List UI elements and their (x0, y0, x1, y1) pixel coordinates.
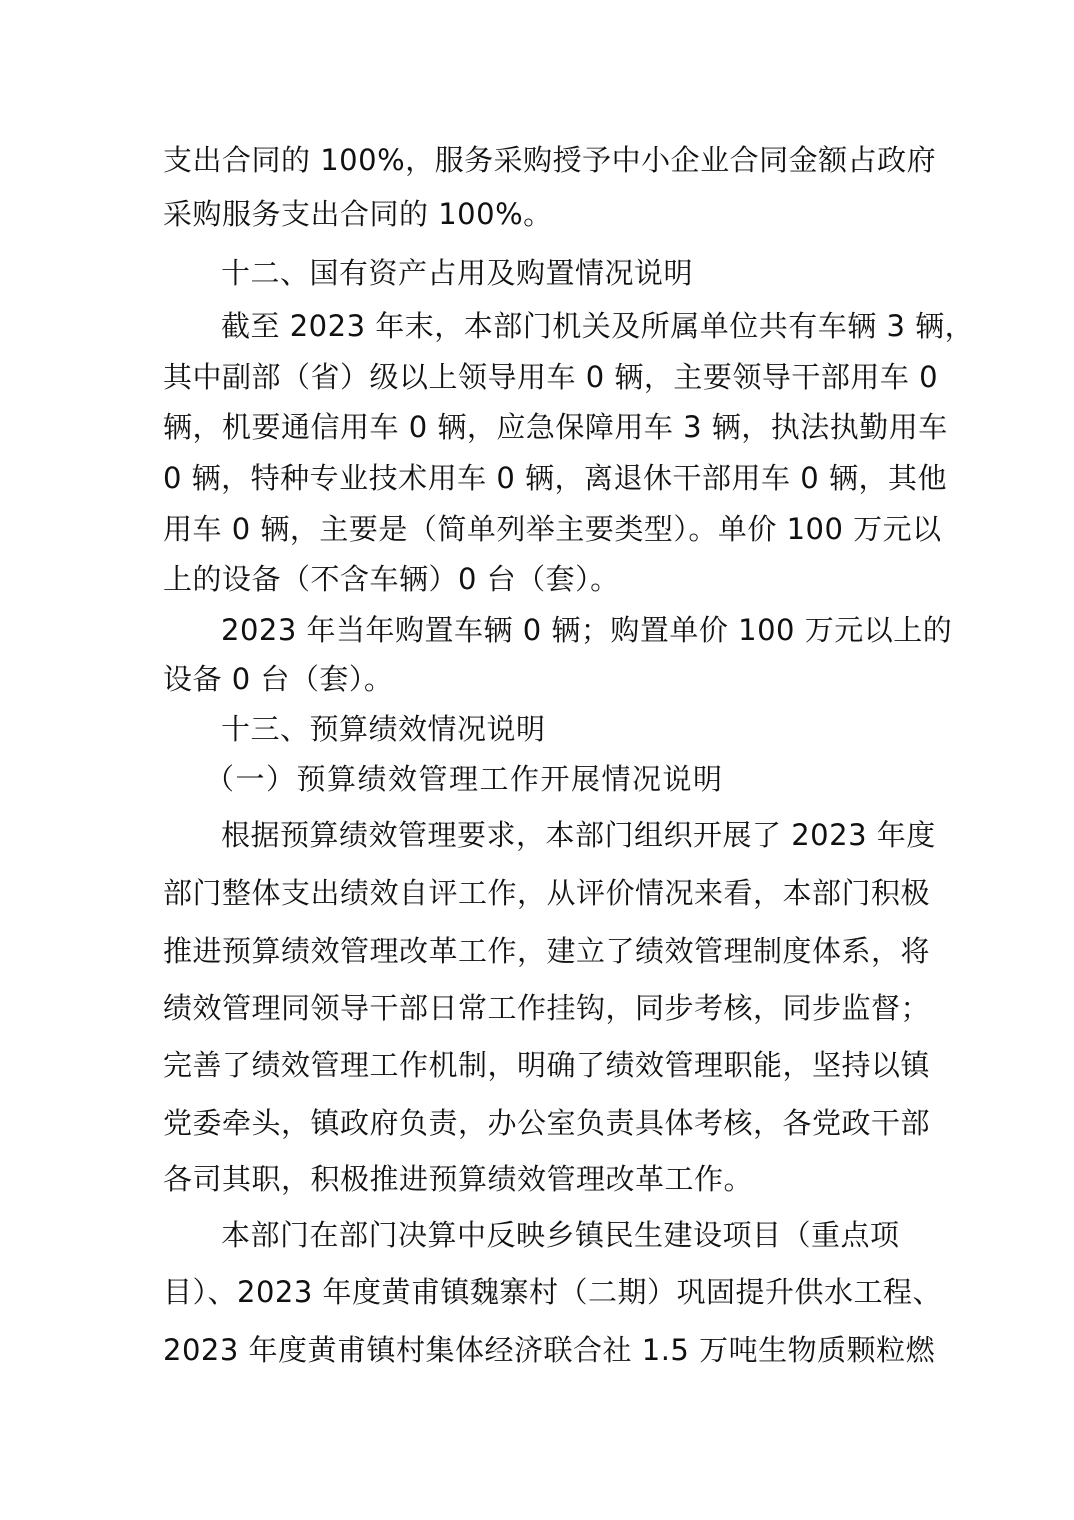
subsection-heading: （一）预算绩效管理工作开展情况说明 (205, 762, 724, 796)
section-heading: 十二、国有资产占用及购置情况说明 (221, 256, 694, 290)
paragraph-line: 本部门在部门决算中反映乡镇民生建设项目（重点项 (221, 1218, 900, 1252)
paragraph-line: 2023 年当年购置车辆 0 辆；购置单价 100 万元以上的 (221, 613, 953, 647)
paragraph-line: 部门整体支出绩效自评工作，从评价情况来看，本部门积极 (163, 876, 931, 910)
paragraph-line: 根据预算绩效管理要求，本部门组织开展了 2023 年度 (221, 818, 936, 852)
paragraph-line: 各司其职，积极推进预算绩效管理改革工作。 (163, 1162, 754, 1196)
section-heading: 十三、预算绩效情况说明 (221, 712, 546, 746)
paragraph-line: 辆，机要通信用车 0 辆，应急保障用车 3 辆，执法执勤用车 (163, 410, 948, 444)
paragraph-line: 绩效管理同领导干部日常工作挂钩，同步考核，同步监督； (163, 991, 931, 1025)
paragraph-line: 支出合同的 100%，服务采购授予中小企业合同金额占政府 (163, 143, 937, 177)
paragraph-line: 用车 0 辆，主要是（简单列举主要类型）。单价 100 万元以 (163, 512, 942, 546)
paragraph-line: 设备 0 台（套）。 (163, 662, 394, 696)
paragraph-line: 截至 2023 年末，本部门机关及所属单位共有车辆 3 辆， (221, 309, 975, 343)
paragraph-line: 党委牵头，镇政府负责，办公室负责具体考核，各党政干部 (163, 1106, 931, 1140)
paragraph-line: 采购服务支出合同的 100%。 (163, 197, 553, 231)
paragraph-line: 推进预算绩效管理改革工作，建立了绩效管理制度体系，将 (163, 934, 931, 968)
paragraph-line: 0 辆，特种专业技术用车 0 辆，离退休干部用车 0 辆，其他 (163, 461, 947, 495)
paragraph-line: 完善了绩效管理工作机制，明确了绩效管理职能，坚持以镇 (163, 1048, 931, 1082)
paragraph-line: 目）、2023 年度黄甫镇魏寨村（二期）巩固提升供水工程、 (163, 1275, 943, 1309)
paragraph-line: 上的设备（不含车辆）0 台（套）。 (163, 562, 620, 596)
paragraph-line: 其中副部（省）级以上领导用车 0 辆，主要领导干部用车 0 (163, 360, 939, 394)
paragraph-line: 2023 年度黄甫镇村集体经济联合社 1.5 万吨生物质颗粒燃 (163, 1333, 936, 1367)
